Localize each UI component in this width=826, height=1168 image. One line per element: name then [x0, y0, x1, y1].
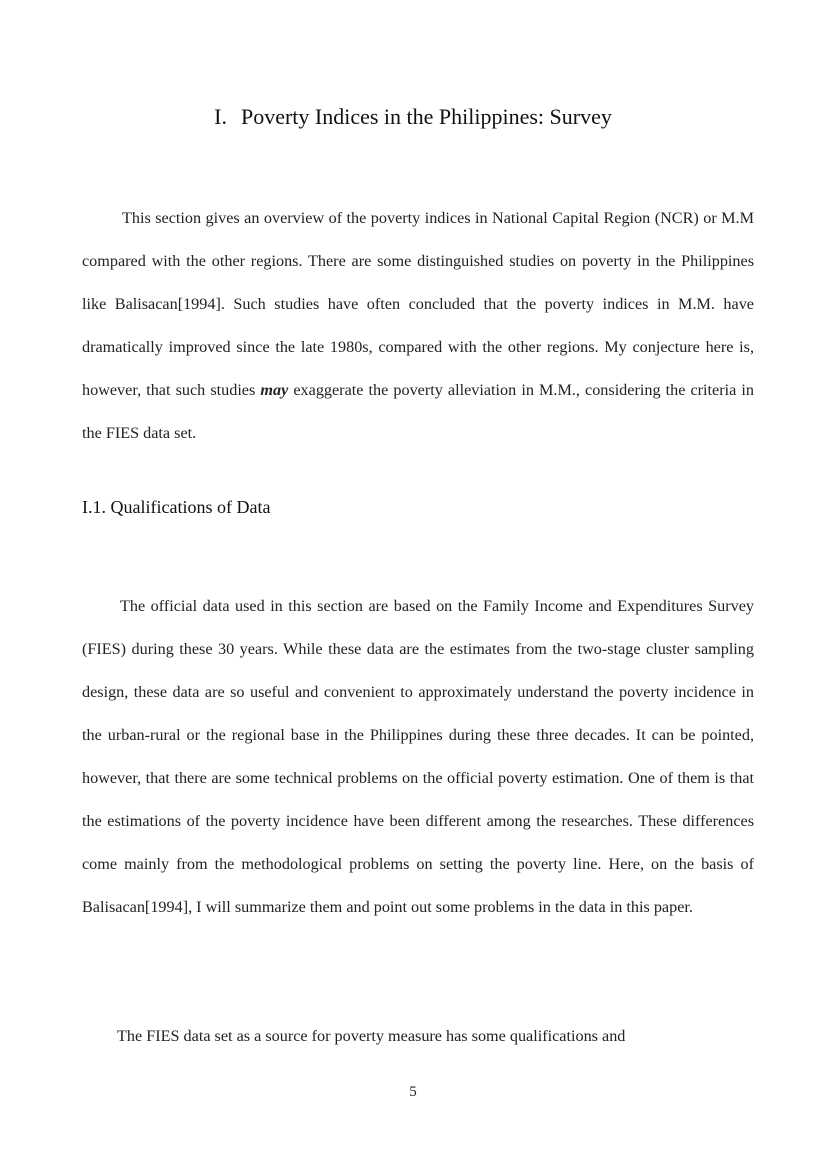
intro-paragraph-emphasis: may: [260, 381, 289, 399]
data-qualifications-paragraph: The official data used in this section are based on the Family Income and Expenditures Survey (FIES) during these 30 years. While these data are the estimates from the two-stage cluster sampling design, these data are so useful and convenient to approximately understand the poverty incidence in the urban-rural or the regional base in the Philippines during these three decades. It can be pointed, however, that there are some technical problems on the official poverty estimation. One of them is that the estimations of the poverty incidence have been different among the researches. These differences come mainly from the methodological problems on setting the poverty line. Here, on the basis of Balisacan[1994], I will summarize them and point out some problems in the data in this paper.: [82, 597, 754, 916]
subsection-title: I.1. Qualifications of Data: [82, 497, 271, 517]
page-number: 5: [409, 1084, 417, 1100]
intro-paragraph-text-after: exaggerate the poverty alleviation in M.M., considering the criteria in the FIES data set.: [82, 381, 754, 442]
section-title: [0, 104, 826, 130]
intro-paragraph: [82, 197, 754, 455]
section-title-text: Poverty Indices in the Philippines: Survey: [240, 104, 612, 129]
intro-paragraph-text-before: This section gives an overview of the poverty indices in National Capital Region (NCR) or M.M compared with the other regions. There are some distinguished studies on poverty in the Philippines like Balisacan[1994]. Such studies have often concluded that the poverty indices in M.M. have dramatically improved since the late 1980s, compared with the other regions. My conjecture here is, however, that such studies: [82, 209, 754, 399]
section-number: I.: [214, 104, 227, 129]
fies-paragraph: The FIES data set as a source for poverty measure has some qualifications and: [117, 1027, 626, 1045]
